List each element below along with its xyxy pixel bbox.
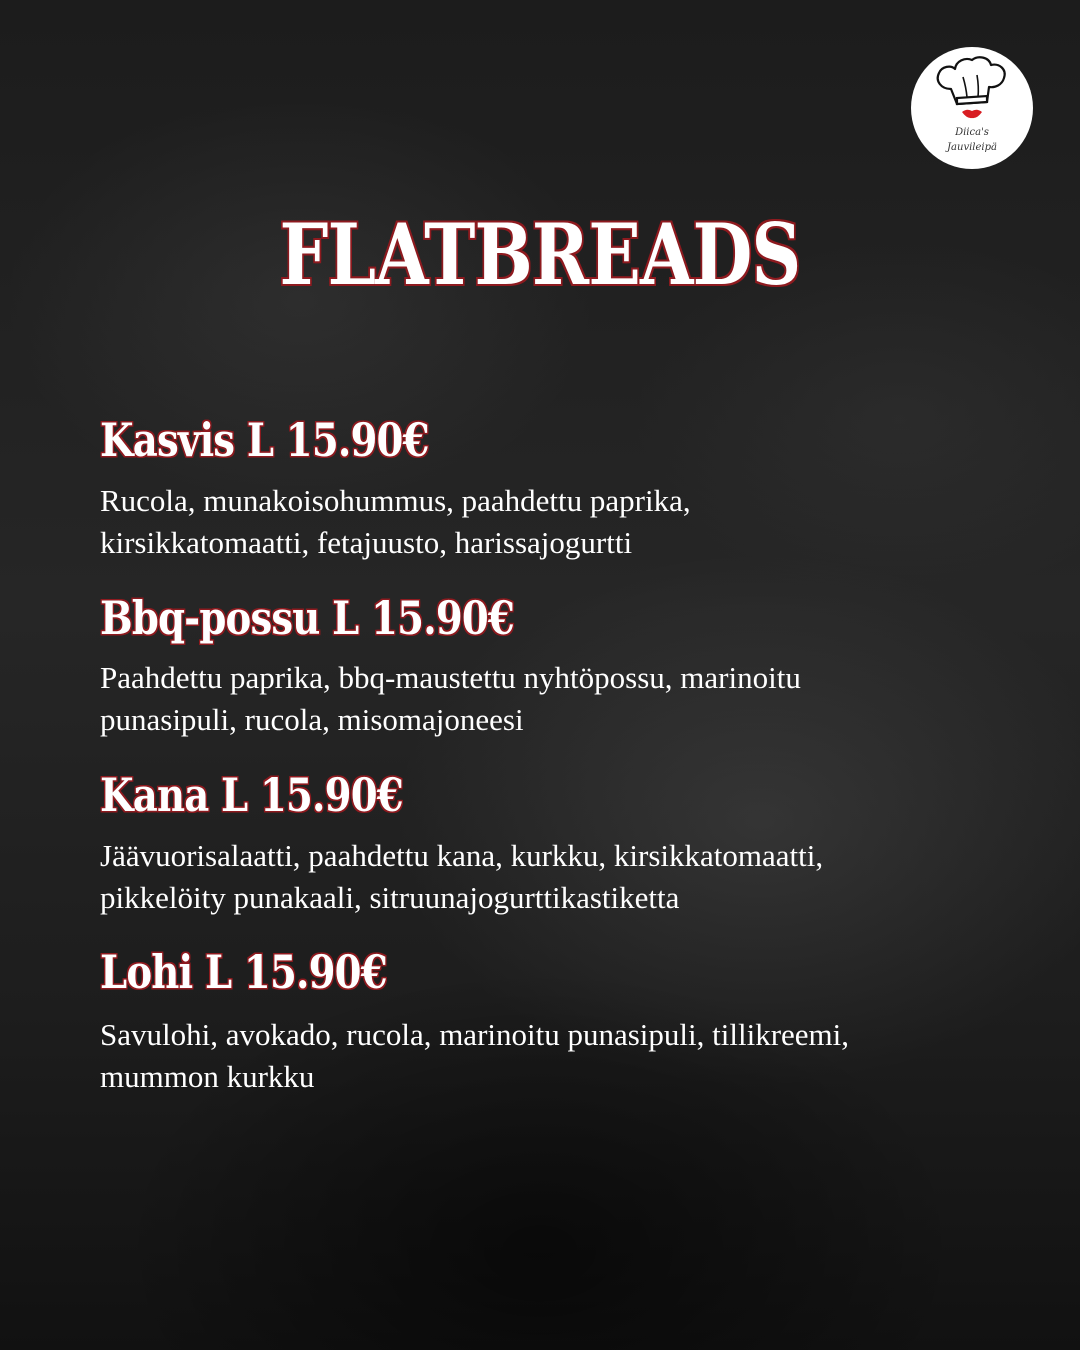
page-title: FLATBREADS	[279, 205, 801, 304]
description-line: punasipuli, rucola, misomajoneesi	[100, 702, 524, 737]
description-line: kirsikkatomaatti, fetajuusto, harissajogurtti	[100, 525, 633, 560]
description-line: mummon kurkku	[100, 1059, 315, 1094]
menu-item-title: Kasvis L 15.90€	[100, 413, 429, 467]
menu-item-description	[100, 835, 980, 919]
menu-item-description	[100, 657, 980, 741]
menu-item-kasvis	[100, 412, 980, 564]
menu-item-description	[100, 480, 980, 564]
logo-text-line1: Diica's	[955, 127, 989, 138]
lips-icon	[962, 110, 982, 118]
description-line: pikkelöity punakaali, sitruunajogurttikastiketta	[100, 880, 680, 915]
chef-hat-icon	[911, 47, 1033, 169]
description-line: Rucola, munakoisohummus, paahdettu paprika,	[100, 483, 691, 518]
menu-item-lohi	[100, 944, 980, 1098]
description-line: Paahdettu paprika, bbq-maustettu nyhtöpossu, marinoitu	[100, 660, 801, 695]
menu-item-title: Bbq-possu L 15.90€	[100, 591, 514, 645]
brand-logo	[911, 47, 1033, 169]
logo-text-line2: Jauvileipä	[947, 142, 997, 153]
menu-item-kana	[100, 767, 980, 919]
menu-item-description	[100, 1014, 980, 1098]
description-line: Jäävuorisalaatti, paahdettu kana, kurkku, kirsikkatomaatti,	[100, 838, 824, 873]
menu-item-bbq-possu	[100, 590, 980, 741]
menu-item-title: Lohi L 15.90€	[100, 945, 387, 999]
menu-item-title: Kana L 15.90€	[100, 768, 403, 822]
description-line: Savulohi, avokado, rucola, marinoitu punasipuli, tillikreemi,	[100, 1017, 850, 1052]
